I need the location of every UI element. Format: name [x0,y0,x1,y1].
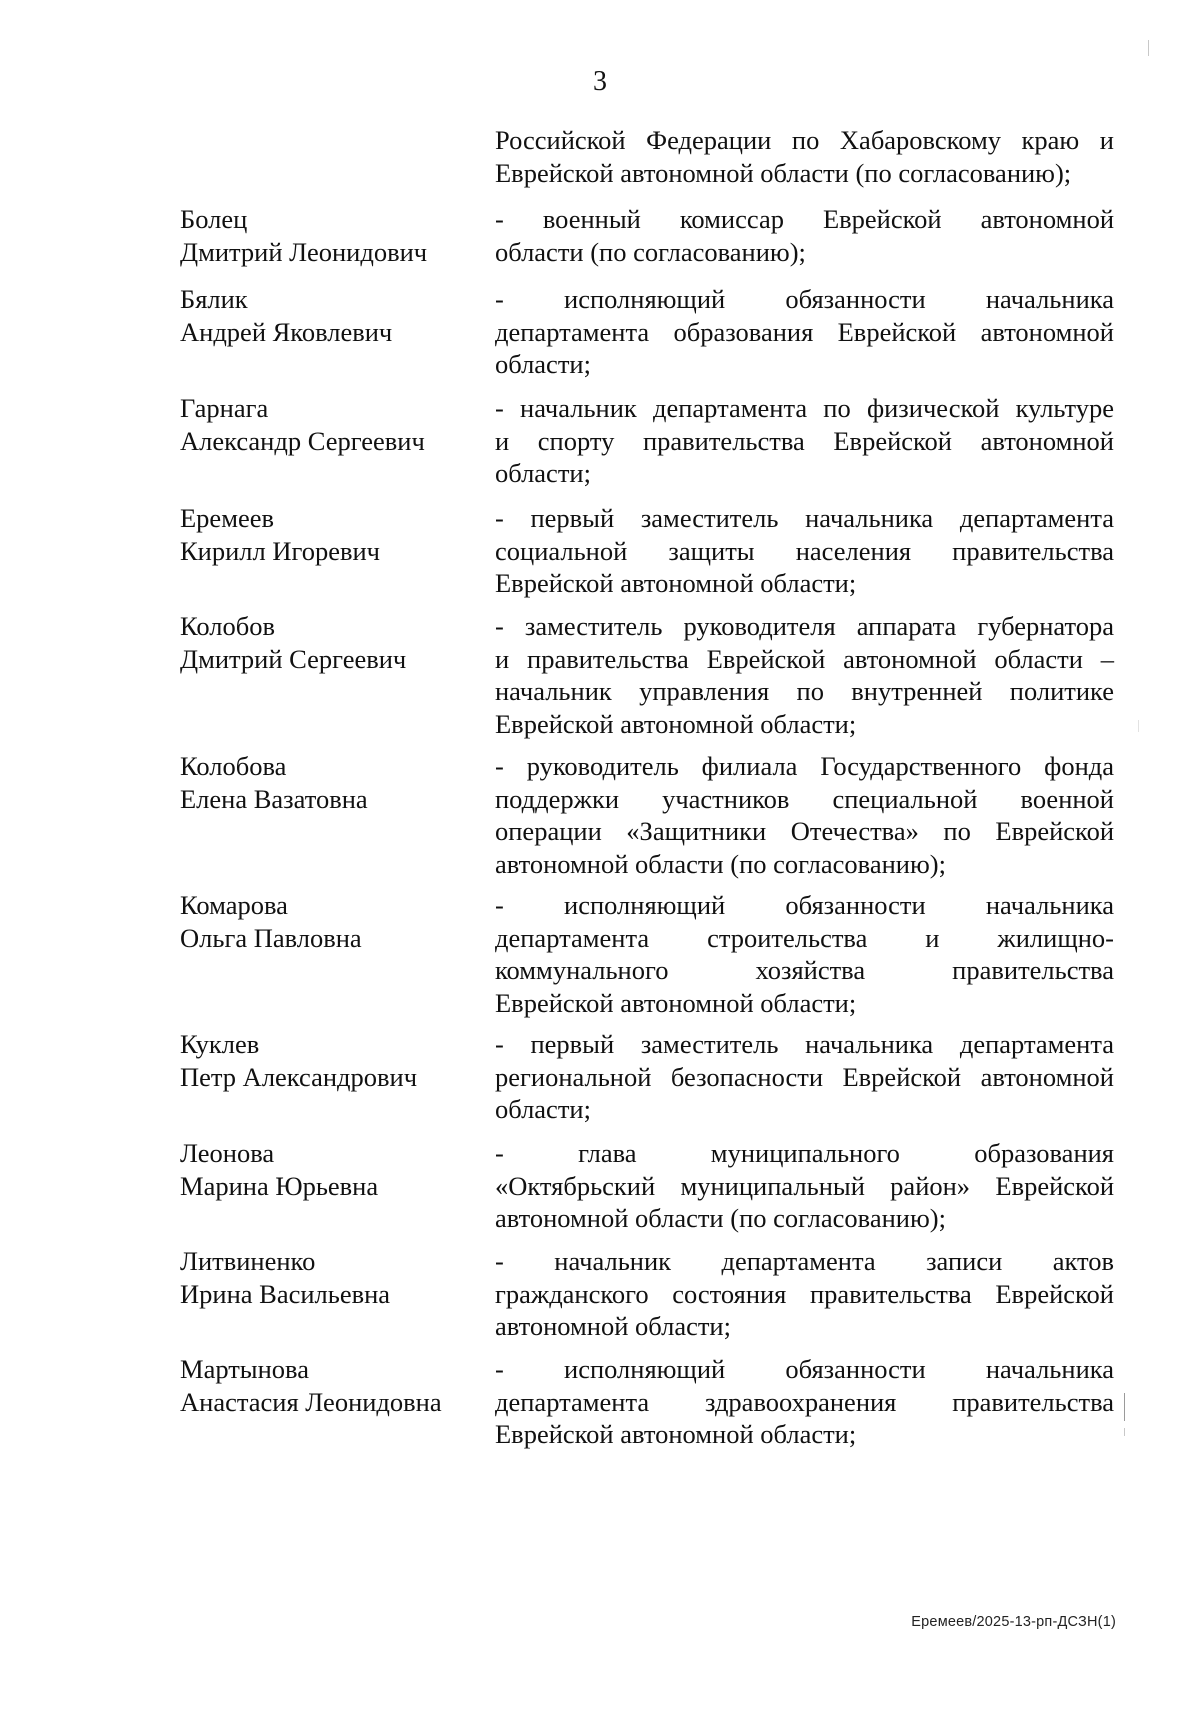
member-surname: Мартынова [180,1354,309,1384]
member-name [180,392,470,457]
position-line: автономной области; [495,1311,731,1341]
position-line: области (по согласованию); [495,236,806,267]
scan-artifact [1138,720,1139,732]
position-line: Еврейской автономной области; [495,568,857,598]
member-surname: Еремеев [180,503,275,533]
member-name [180,1028,470,1093]
member-position [495,750,1114,880]
page-number: 3 [593,66,607,97]
position-line: поддержки участников специальной военной [495,783,1114,814]
position-line: коммунального хозяйства правительства [495,955,1114,985]
member-surname: Гарнага [180,393,269,423]
member-position [495,889,1114,1019]
position-line: - руководитель филиала Государственного фонда [495,751,1114,781]
member-name [180,750,470,815]
member-given-name: Анастасия Леонидовна [180,1386,442,1417]
member-given-name: Петр Александрович [180,1061,418,1092]
position-line: - глава муниципального образования [495,1138,1114,1168]
member-name [180,1137,470,1202]
position-line: области; [495,349,591,379]
member-given-name: Ирина Васильевна [180,1278,391,1309]
position-line: - начальник департамента по физической культуре [495,393,1114,423]
member-surname: Колобов [180,611,275,641]
member-surname: Болец [180,204,248,234]
position-line: Еврейской автономной области; [495,708,857,739]
position-line: департамента образования Еврейской автономной [495,316,1114,347]
member-surname: Колобова [180,751,287,781]
position-line: - исполняющий обязанности начальника [495,1354,1114,1384]
scan-artifact [1148,40,1149,56]
position-line: социальной защиты населения правительства [495,535,1114,566]
member-name [180,1353,470,1418]
member-position [495,203,1114,268]
member-name [180,1245,470,1310]
position-line: автономной области (по согласованию); [495,1203,946,1233]
member-position [495,283,1114,381]
member-surname: Бялик [180,284,248,314]
document-code: Еремеев/2025-13-рп-ДСЗН(1) [911,1614,1116,1630]
member-surname: Литвиненко [180,1246,316,1276]
member-position [495,610,1114,740]
member-given-name: Марина Юрьевна [180,1170,379,1201]
member-surname: Куклев [180,1029,260,1059]
position-line: начальник управления по внутренней политике [495,676,1114,706]
position-line: области; [495,1094,591,1124]
member-surname: Леонова [180,1138,275,1168]
position-line: операции «Защитники Отечества» по Еврейской [495,816,1114,846]
member-position [495,392,1114,490]
member-name [180,889,470,954]
member-position [495,1353,1114,1451]
position-line: - начальник департамента записи актов [495,1246,1114,1276]
position-line: - исполняющий обязанности начальника [495,890,1114,920]
member-name [180,502,470,567]
member-given-name: Александр Сергеевич [180,425,425,456]
member-given-name: Дмитрий Леонидович [180,236,428,267]
member-given-name: Елена Вазатовна [180,783,368,814]
position-line: гражданского состояния правительства Еврейской [495,1278,1114,1309]
member-name [180,203,470,268]
member-given-name: Андрей Яковлевич [180,316,393,347]
member-given-name: Кирилл Игоревич [180,535,380,566]
position-line: - первый заместитель начальника департамента [495,1029,1114,1059]
member-position [495,502,1114,600]
position-line: - первый заместитель начальника департамента [495,503,1114,533]
member-given-name: Ольга Павловна [180,922,362,953]
position-line: «Октябрьский муниципальный район» Еврейской [495,1170,1114,1201]
position-line: области; [495,458,591,488]
position-line: региональной безопасности Еврейской автономной [495,1061,1114,1092]
position-line: департамента здравоохранения правительства [495,1386,1114,1417]
position-line: - военный комиссар Еврейской автономной [495,204,1114,234]
position-line: департамента строительства и жилищно- [495,922,1114,953]
continuation-line: Еврейской автономной области (по согласованию); [495,157,1072,188]
member-surname: Комарова [180,890,288,920]
member-given-name: Дмитрий Сергеевич [180,643,407,674]
position-line: Еврейской автономной области; [495,1419,857,1449]
position-line: Еврейской автономной области; [495,987,857,1018]
member-position [495,1245,1114,1343]
member-name [180,283,470,348]
position-line: автономной области (по согласованию); [495,848,946,879]
position-line: - заместитель руководителя аппарата губернатора [495,611,1114,641]
position-line: и спорту правительства Еврейской автономной [495,425,1114,456]
continuation-line: Российской Федерации по Хабаровскому краю и [495,125,1114,155]
continuation-text [495,124,1114,189]
member-position [495,1137,1114,1235]
member-name [180,610,470,675]
scan-artifact [1124,1393,1125,1421]
position-line: и правительства Еврейской автономной области – [495,643,1114,674]
member-position [495,1028,1114,1126]
position-line: - исполняющий обязанности начальника [495,284,1114,314]
scan-artifact [1124,1428,1125,1436]
